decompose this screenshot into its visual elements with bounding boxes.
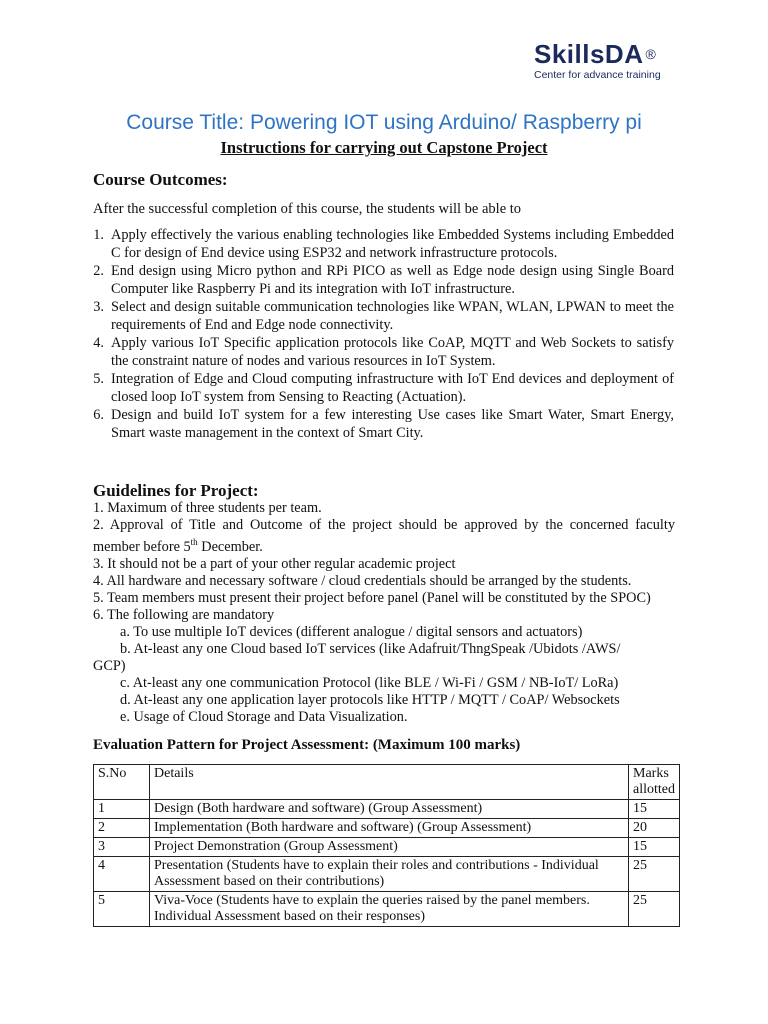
guideline-1: 1. Maximum of three students per team. — [93, 500, 322, 516]
outcomes-list — [84, 226, 674, 442]
table-cell: Project Demonstration (Group Assessment) — [150, 838, 629, 857]
guideline-6c: c. At-least any one communication Protocol (like BLE / Wi-Fi / GSM / NB-IoT/ LoRa) — [120, 674, 619, 691]
table-row — [94, 819, 680, 838]
table-cell: Presentation (Students have to explain their roles and contributions - Individual Assessment based on their contributions) — [150, 857, 629, 892]
table-cell: 20 — [629, 819, 680, 838]
logo-tagline: Center for advance training — [534, 69, 661, 81]
guideline-6e: e. Usage of Cloud Storage and Data Visualization. — [120, 708, 408, 725]
header-sno: S.No — [94, 765, 150, 800]
table-cell: 15 — [629, 838, 680, 857]
guideline-4: 4. All hardware and necessary software / cloud credentials should be arranged by the students. — [93, 572, 632, 589]
guidelines-list — [93, 500, 675, 726]
logo-brand: SkillsDA ® — [534, 39, 657, 69]
skillsda-logo — [534, 40, 674, 81]
table-cell: 25 — [629, 892, 680, 927]
evaluation-title: Evaluation Pattern for Project Assessment: (Maximum 100 marks) — [93, 737, 521, 753]
table-cell: 4 — [94, 857, 150, 892]
guideline-5: 5. Team members must present their project before panel (Panel will be constituted by the SPOC) — [93, 589, 651, 606]
table-cell: 2 — [94, 819, 150, 838]
table-cell: 15 — [629, 800, 680, 819]
outcome-item: 5. Integration of Edge and Cloud computing infrastructure with IoT End devices and deployment of closed loop IoT system from Sensing to Reacting (Actuation). — [93, 371, 674, 405]
guideline-6a: a. To use multiple IoT devices (different analogue / digital sensors and actuators) — [120, 623, 583, 640]
outcome-item: 3. Select and design suitable communication technologies like WPAN, WLAN, LPWAN to meet the requirements of End and Edge node connectivity. — [93, 299, 674, 333]
guidelines-heading: Guidelines for Project: — [93, 481, 259, 500]
guideline-6b: b. At-least any one Cloud based IoT services (like Adafruit/ThngSpeak /Ubidots /AWS/ — [120, 640, 621, 657]
table-row — [94, 892, 680, 927]
outcomes-intro: After the successful completion of this course, the students will be able to — [93, 201, 522, 217]
outcome-item: 1. Apply effectively the various enabling technologies like Embedded Systems including Embedded C for design of End device using ESP32 and network infrastructure protocols. — [93, 227, 674, 261]
table-cell: Design (Both hardware and software) (Group Assessment) — [150, 800, 629, 819]
outcome-item: 6. Design and build IoT system for a few interesting Use cases like Smart Water, Smart Energy, Smart waste management in the context of Smart City. — [93, 407, 674, 441]
table-row — [94, 800, 680, 819]
table-row — [94, 838, 680, 857]
header-marks: Marks allotted — [629, 765, 680, 800]
table-cell: Viva-Voce (Students have to explain the queries raised by the panel members. Individual Assessment based on their responses) — [150, 892, 629, 927]
guideline-6b-cont: GCP) — [93, 657, 126, 674]
guideline-2: 2. Approval of Title and Outcome of the project should be approved by the concerned faculty member before 5th December. — [93, 517, 675, 555]
guideline-6: 6. The following are mandatory — [93, 606, 275, 623]
outcome-item: 4. Apply various IoT Specific application protocols like CoAP, MQTT and Web Sockets to satisfy the constraint nature of nodes and various resources in IoT System. — [93, 335, 674, 369]
table-cell: 3 — [94, 838, 150, 857]
table-cell: 1 — [94, 800, 150, 819]
instructions-title: Instructions for carrying out Capstone Project — [220, 138, 548, 157]
table-row — [94, 857, 680, 892]
course-title: Course Title: Powering IOT using Arduino/ Raspberry pi — [126, 111, 642, 134]
table-cell: Implementation (Both hardware and software) (Group Assessment) — [150, 819, 629, 838]
evaluation-table — [93, 764, 680, 927]
table-cell: 5 — [94, 892, 150, 927]
guideline-3: 3. It should not be a part of your other regular academic project — [93, 555, 456, 572]
outcome-item: 2. End design using Micro python and RPi PICO as well as Edge node design using Single Board Computer like Raspberry Pi and its integration with IoT infrastructure. — [93, 263, 674, 297]
table-header-row — [94, 765, 680, 800]
guideline-6d: d. At-least any one application layer protocols like HTTP / MQTT / CoAP/ Websockets — [120, 691, 620, 708]
outcomes-heading: Course Outcomes: — [93, 170, 228, 189]
header-details: Details — [150, 765, 629, 800]
table-cell: 25 — [629, 857, 680, 892]
